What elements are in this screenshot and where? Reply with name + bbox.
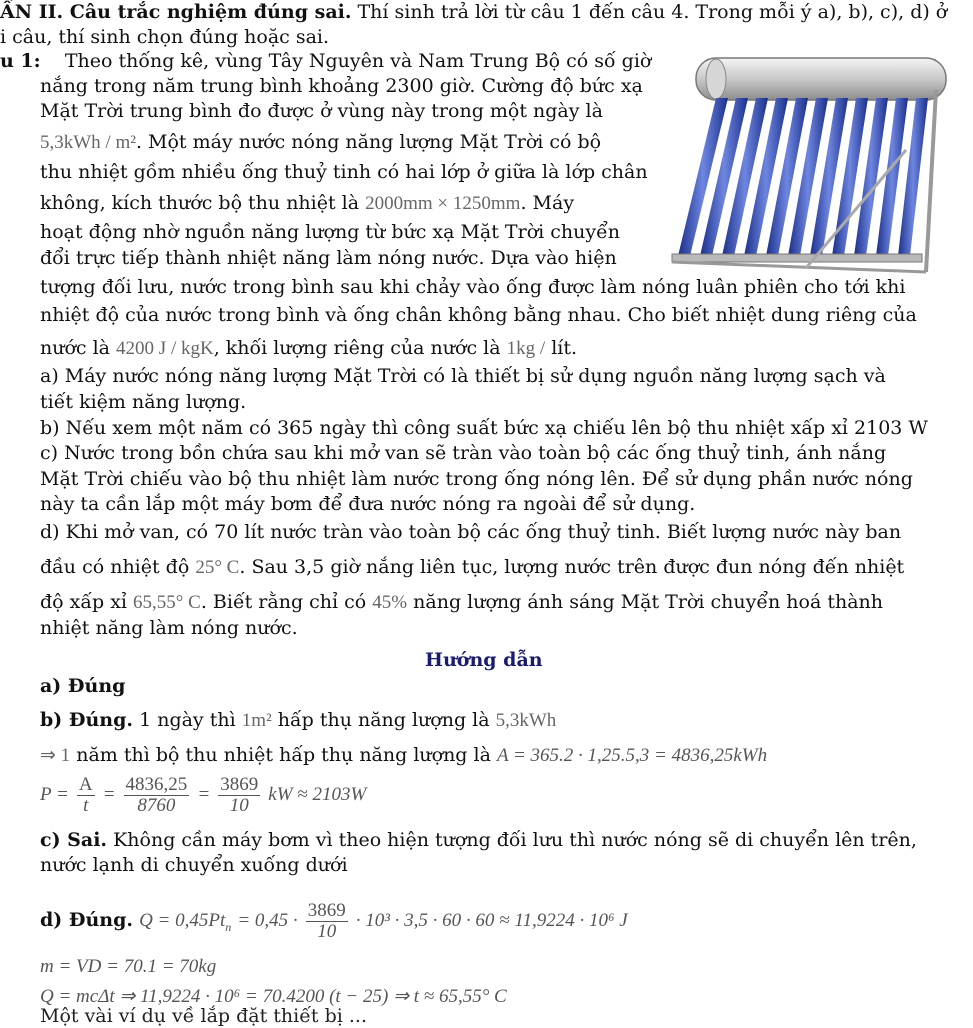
question-line-6: không, kích thước bộ thu nhiệt là 2000mm × 1250mm. Máy [40, 192, 575, 214]
statement-d: d) Khi mở van, có 70 lít nước tràn vào toàn bộ các ống thuỷ tinh. Biết lượng nước này ban [40, 521, 902, 543]
statement-b: b) Nếu xem một năm có 365 ngày thì công suất bức xạ chiếu lên bộ thu nhiệt xấp xỉ 2103 W [40, 417, 928, 439]
answer-a: a) Đúng [40, 675, 126, 697]
question-line-9: tượng đối lưu, nước trong bình sau khi chảy vào ống được làm nóng luân phiên cho tới khi [40, 276, 906, 298]
guide-title: Hướng dẫn [425, 649, 543, 671]
question-line-4: 5,3kWh / m². Một máy nước nóng năng lượng Mặt Trời có bộ [40, 131, 602, 153]
question-line-3: Mặt Trời trung bình đo được ở vùng này trong một ngày là [40, 100, 603, 122]
answer-d: d) Đúng. $Q = 0,45Pt_n = 0,45$ · $\frac{3869}{10}$ · 10³ · 3,5 · 60 · 60 ≈ 11,9224 · 10⁶ J [40, 899, 628, 942]
statement-c-cont: Mặt Trời chiếu vào bộ thu nhiệt làm nước trong ống nóng lên. Để sử dụng phần nước nóng [40, 468, 913, 490]
solar-water-heater-image [656, 50, 956, 278]
statement-d-cont2: độ xấp xỉ 65,55° C. Biết rằng chỉ có 45% năng lượng ánh sáng Mặt Trời chuyển hoá thành [40, 591, 884, 613]
statement-c-cont2: này ta cần lắp một máy bơm để đưa nước nóng ra ngoài để sử dụng. [40, 493, 696, 515]
statement-a: a) Máy nước nóng năng lượng Mặt Trời có là thiết bị sử dụng nguồn năng lượng sạch và [40, 365, 886, 387]
question-line-8: đổi trực tiếp thành nhiệt năng làm nóng nước. Dựa vào hiện [40, 247, 617, 269]
question-line-5: thu nhiệt gồm nhiều ống thuỷ tinh có hai lớp ở giữa là lớp chân [40, 161, 648, 183]
question-line-10: nhiệt độ của nước trong bình và ống chân không bằng nhau. Cho biết nhiệt dung riêng của [40, 304, 917, 326]
section-header-line2: i câu, thí sinh chọn đúng hoặc sai. [0, 26, 330, 48]
answer-b-power-formula: P = $\frac{A}{t}$ = $\frac{4836,25}{8760}$ = $\frac{3869}{10}$ kW ≈ 2103W [40, 773, 367, 816]
statement-d-cont: đầu có nhiệt độ 25° C. Sau 3,5 giờ nắng liên tục, lượng nước trên được đun nóng đến nhiệt [40, 556, 905, 578]
statement-a-cont: tiết kiệm năng lượng. [40, 391, 247, 413]
question-line-1: u 1: Theo thống kê, vùng Tây Nguyên và Nam Trung Bộ có số giờ [0, 50, 652, 72]
question-line-11: nước là 4200 J / kgK, khối lượng riêng của nước là 1kg / lít. [40, 337, 578, 359]
question-line-2: nắng trong năm trung bình khoảng 2300 giờ. Cường độ bức xạ [40, 75, 643, 97]
answer-d-temperature: Q = mcΔt ⇒ 11,9224 · 10⁶ = 70.4200 (t − 25) ⇒ t ≈ 65,55° C [40, 986, 507, 1007]
statement-d-cont3: nhiệt năng làm nóng nước. [40, 617, 298, 639]
section-header: ẦN II. Câu trắc nghiệm đúng sai. Thí sinh trả lời từ câu 1 đến câu 4. Trong mỗi ý a), b), c), d) ở [0, 1, 948, 23]
question-line-7: hoạt động nhờ nguồn năng lượng từ bức xạ Mặt Trời chuyển [40, 221, 621, 243]
answer-c-cont: nước lạnh di chuyển xuống dưới [40, 854, 348, 876]
cut-off-line: Một vài ví dụ về lắp đặt thiết bị ... [40, 1005, 367, 1027]
question-label: u 1: [0, 50, 41, 72]
answer-c: c) Sai. Không cần máy bơm vì theo hiện tượng đối lưu thì nước nóng sẽ di chuyển lên trên, [40, 829, 917, 851]
statement-c: c) Nước trong bồn chứa sau khi mở van sẽ tràn vào toàn bộ các ống thuỷ tinh, ánh nắng [40, 442, 887, 464]
answer-d-mass: m = VD = 70.1 = 70kg [40, 956, 217, 977]
answer-b-line2: ⇒ 1 năm thì bộ thu nhiệt hấp thụ năng lượng là A = 365.2 · 1,25.5,3 = 4836,25kWh [40, 744, 768, 766]
answer-b: b) Đúng. 1 ngày thì 1m² hấp thụ năng lượng là 5,3kWh [40, 709, 557, 731]
